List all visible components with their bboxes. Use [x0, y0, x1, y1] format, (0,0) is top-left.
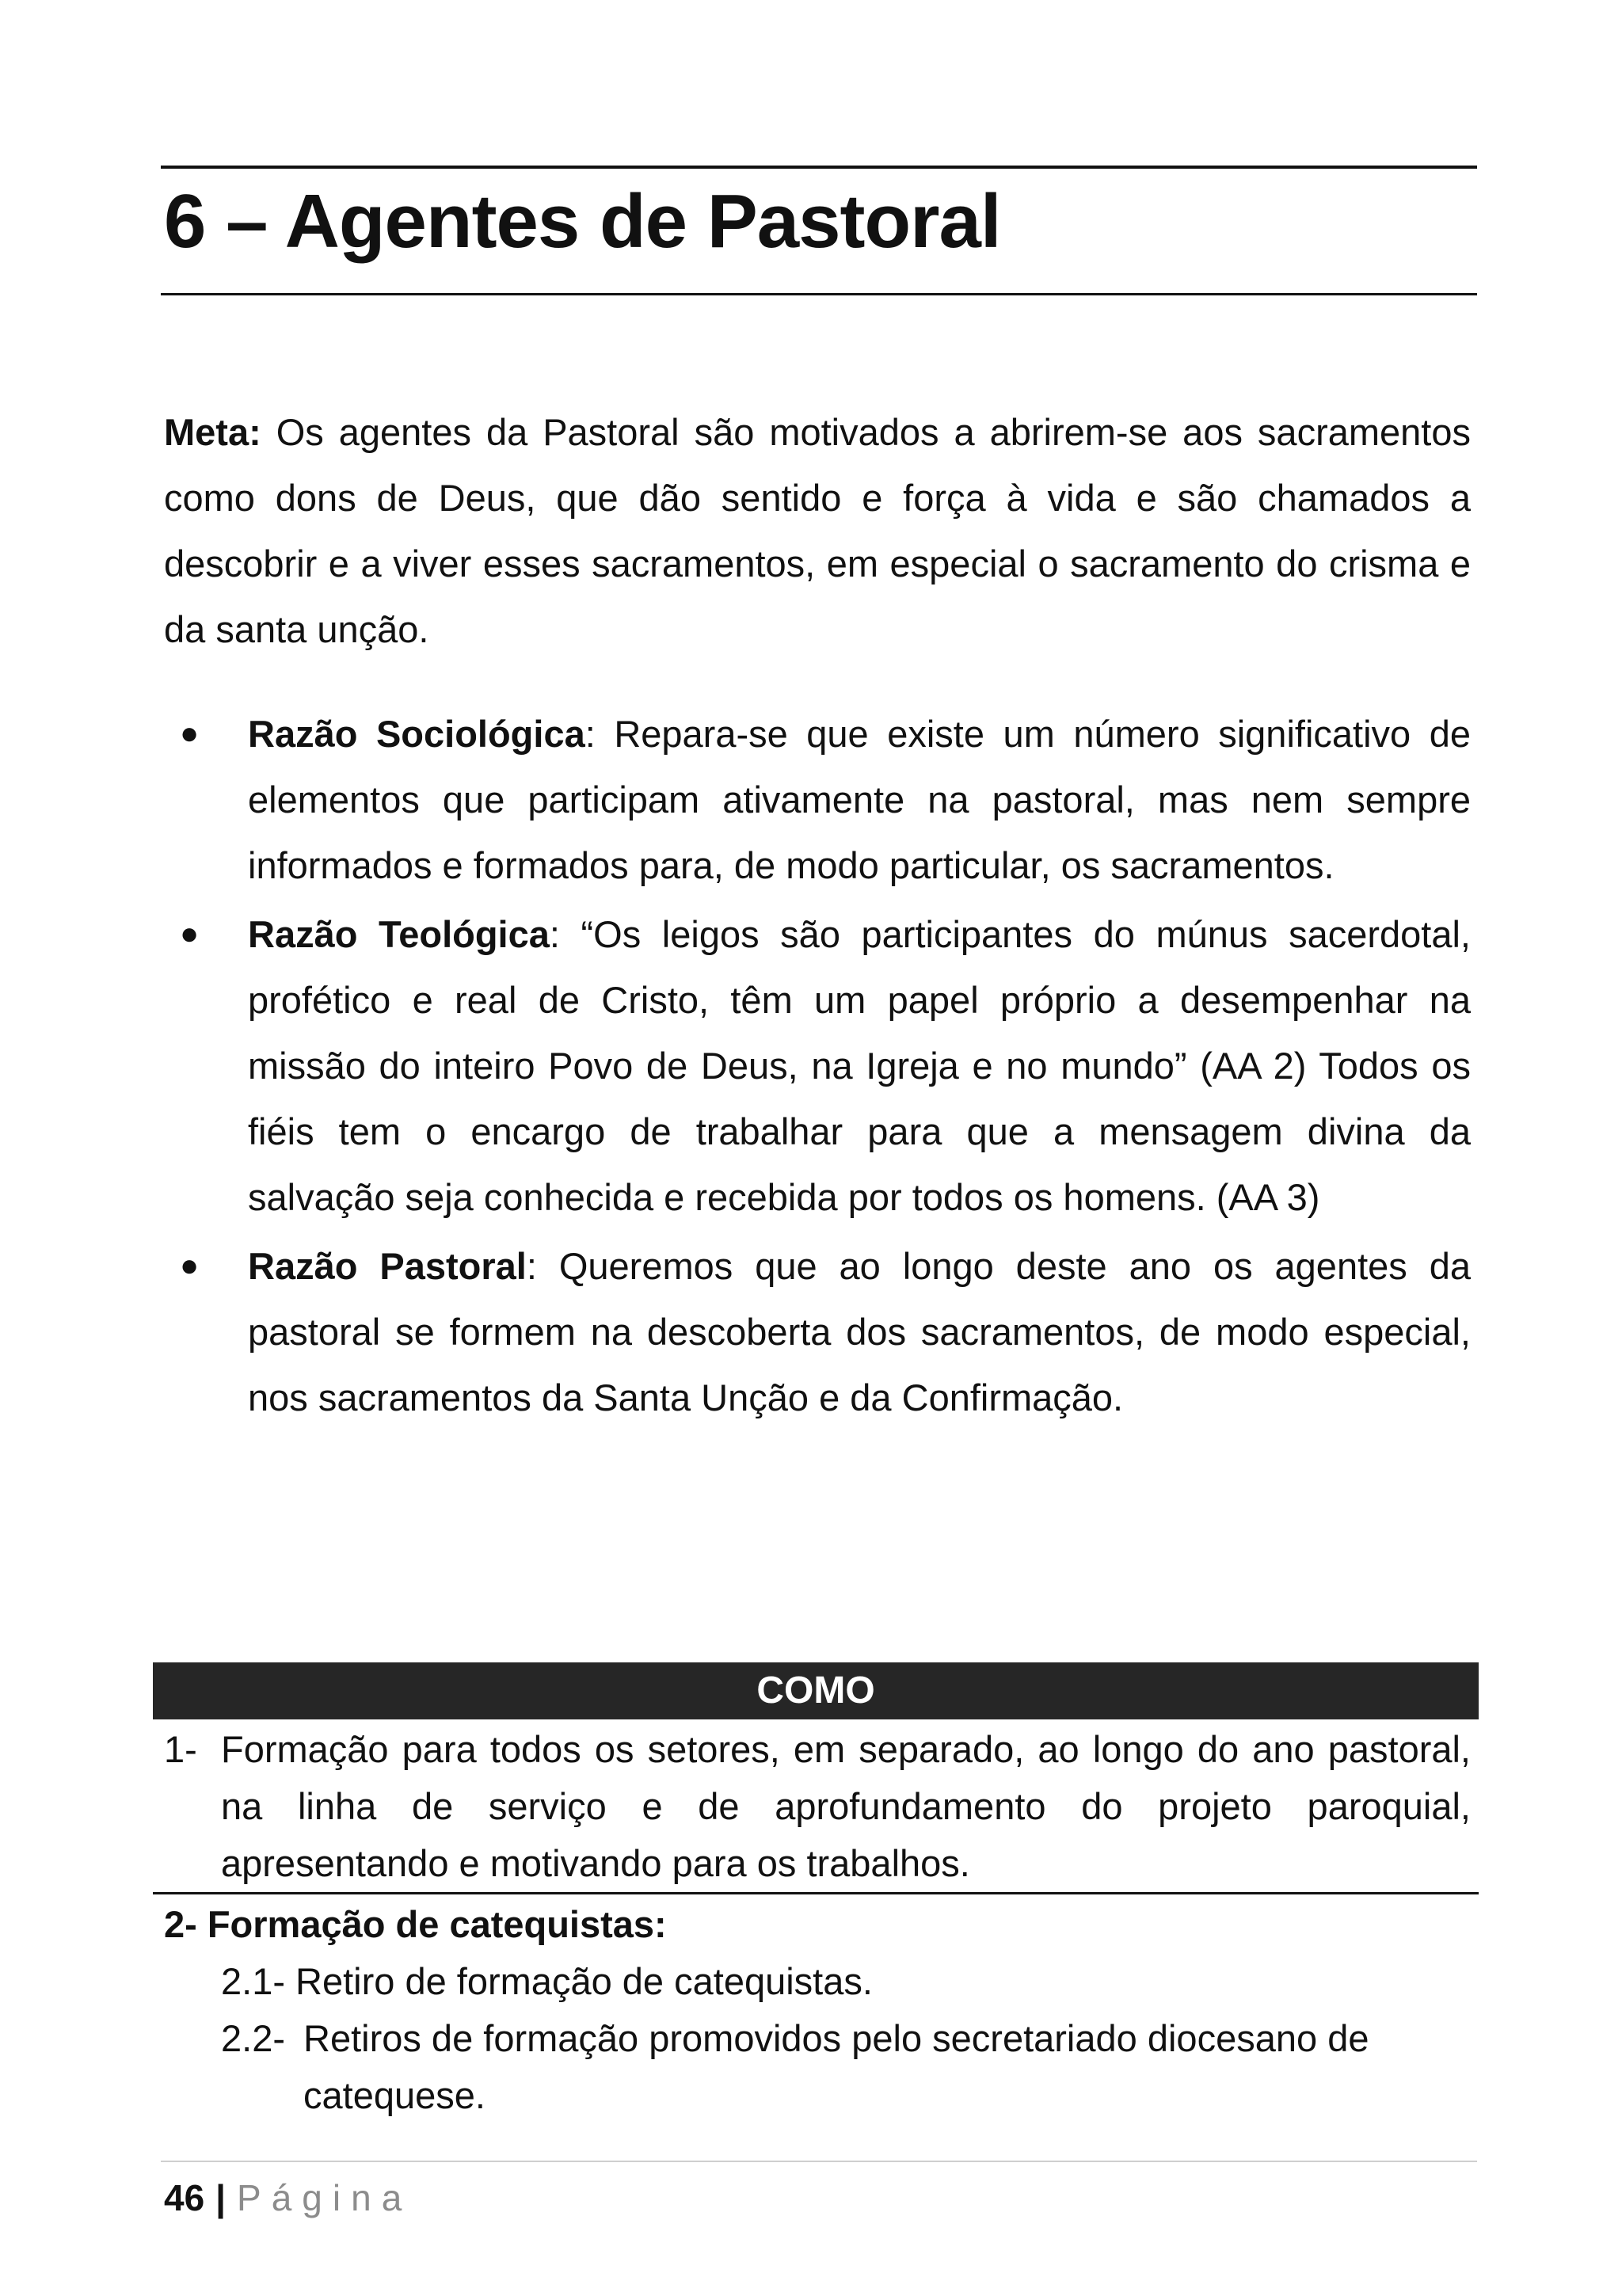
- footer-separator: |: [215, 2177, 227, 2218]
- como-header: COMO: [153, 1662, 1479, 1719]
- reason-text: : “Os leigos são participantes do múnus sacerdotal, profético e real de Cristo, têm um papel próprio a desempenhar na missão do inteiro Povo de Deus, na Igreja e no mundo” (AA 2) Todos os fiéis tem o encargo de trabalhar para que a mensagem divina da salvação seja conhecida e recebida por todos os homens. (AA 3): [248, 913, 1471, 1218]
- heading-top-rule: [161, 166, 1477, 169]
- sub-item-2-1: 2.1- Retiro de formação de catequistas.: [221, 1960, 873, 2002]
- table-row-divider: [153, 1892, 1479, 1894]
- meta-label: Meta:: [164, 411, 261, 453]
- sub-item-text: Retiros de formação promovidos pelo secretariado diocesano de catequese.: [303, 2017, 1369, 2116]
- list-item-sociological: [164, 701, 1471, 898]
- meta-text: Os agentes da Pastoral são motivados a abrirem-se aos sacramentos como dons de Deus, que dão sentido e força à vida e são chamados a descobrir e a viver esses sacramentos, em especial o sacramento do crisma e da santa unção.: [164, 411, 1471, 650]
- reason-label: Razão Teológica: [248, 913, 550, 955]
- sub-item-label: 2.2-: [221, 2017, 285, 2059]
- page-word: Página: [237, 2177, 413, 2218]
- heading-bottom-rule: [161, 293, 1477, 295]
- item-text: Formação para todos os setores, em separado, ao longo do ano pastoral, na linha de serviço e de aprofundamento do projeto paroquial, apresentando e motivando para os trabalhos.: [221, 1728, 1471, 1884]
- reason-label: Razão Pastoral: [248, 1245, 527, 1287]
- como-item-2: [164, 1896, 1471, 2124]
- reason-label: Razão Sociológica: [248, 713, 585, 755]
- reason-text: : Repara-se que existe um número significativo de elementos que participam ativamente na pastoral, mas nem sempre informados e formados para, de modo particular, os sacramentos.: [248, 713, 1471, 886]
- meta-paragraph: [164, 399, 1471, 662]
- list-item-theological: [164, 901, 1471, 1230]
- bullet-icon: ●: [180, 1248, 200, 1283]
- item-heading: 2- Formação de catequistas:: [164, 1903, 667, 1945]
- page-title: 6 – Agentes de Pastoral: [164, 179, 1001, 264]
- item-number: 1-: [164, 1728, 197, 1770]
- page-number: 46: [164, 2177, 205, 2218]
- list-item-pastoral: [164, 1233, 1471, 1430]
- bullet-icon: ●: [180, 916, 200, 951]
- como-item-1: [164, 1721, 1471, 1892]
- bullet-icon: ●: [180, 716, 200, 751]
- reason-text: : Queremos que ao longo deste ano os agentes da pastoral se formem na descoberta dos sacramentos, de modo especial, nos sacramentos da Santa Unção e da Confirmação.: [248, 1245, 1471, 1418]
- sub-item-2-2: [164, 2010, 1471, 2124]
- reasons-list: [164, 701, 1471, 1430]
- page-footer: [164, 2176, 412, 2219]
- footer-rule: [161, 2161, 1477, 2162]
